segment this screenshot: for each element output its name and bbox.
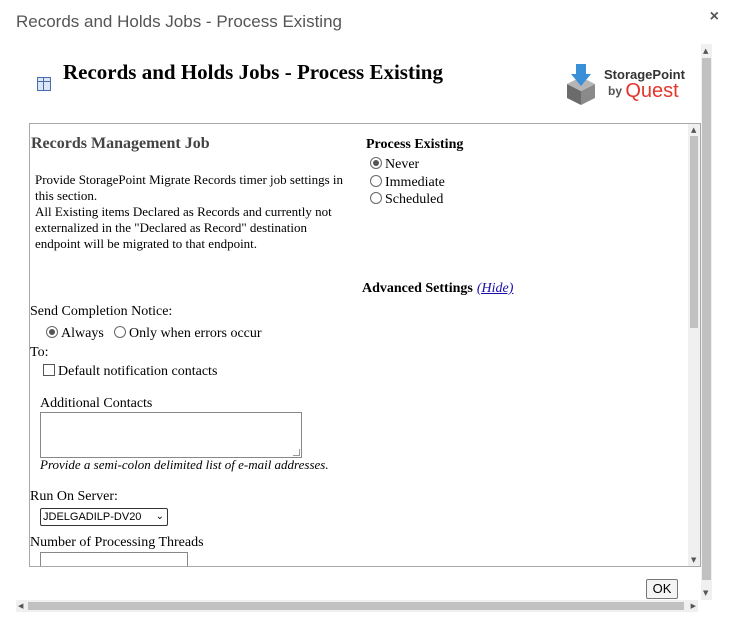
completion-notice-label: Send Completion Notice:: [30, 304, 173, 319]
radio-never[interactable]: [370, 157, 419, 173]
default-contacts-checkbox[interactable]: [43, 364, 55, 376]
advanced-hide-link[interactable]: (Hide): [476, 281, 514, 296]
threads-input[interactable]: [40, 552, 188, 567]
additional-contacts-input[interactable]: [40, 412, 302, 458]
radio-immediate-label: Immediate: [385, 175, 445, 190]
window-hscrollbar[interactable]: [16, 600, 698, 612]
radio-always[interactable]: [46, 326, 104, 342]
radio-never-label: Never: [385, 157, 420, 172]
window-scrollbar[interactable]: [701, 44, 712, 600]
server-select-value: JDELGADILP-DV20: [43, 511, 142, 523]
radio-always-label: Always: [61, 326, 104, 341]
process-existing-label: Process Existing: [366, 137, 464, 152]
settings-frame: [29, 123, 701, 567]
logo-by: by: [608, 84, 623, 98]
logo-quest: Quest: [625, 80, 679, 102]
window-hscrollbar-thumb[interactable]: [28, 602, 684, 610]
scroll-down-icon[interactable]: ▼: [703, 589, 709, 597]
storagepoint-logo: [564, 62, 692, 106]
radio-button[interactable]: [370, 192, 382, 204]
radio-button[interactable]: [46, 326, 58, 338]
radio-scheduled[interactable]: [370, 192, 443, 208]
radio-button[interactable]: [114, 326, 126, 338]
window-scrollbar-thumb[interactable]: [702, 58, 711, 580]
advanced-settings: [362, 279, 513, 297]
scroll-right-icon[interactable]: ▶: [690, 602, 696, 610]
dialog-title: Records and Holds Jobs - Process Existing: [16, 12, 342, 31]
page-icon: [37, 77, 51, 91]
radio-button[interactable]: [370, 175, 382, 187]
logo-box-icon: [564, 62, 598, 106]
radio-scheduled-label: Scheduled: [385, 192, 444, 207]
logo-byline: [608, 80, 679, 103]
radio-errors-only-label: Only when errors occur: [129, 326, 262, 341]
scroll-up-icon[interactable]: ▲: [691, 126, 697, 134]
logo-wordmark: StoragePoint: [604, 67, 685, 82]
job-description-1: Provide StoragePoint Migrate Records timer job settings in this section.: [35, 172, 343, 203]
radio-immediate[interactable]: [370, 175, 445, 191]
section-title: Records Management Job: [31, 135, 210, 152]
job-description-2: All Existing items Declared as Records and currently not externalized in the "Declared as Record" destination endpoint will be migrated to that endpoint.: [35, 204, 332, 251]
scroll-down-icon[interactable]: ▼: [691, 556, 697, 564]
radio-errors-only[interactable]: [114, 326, 262, 342]
to-label: To:: [30, 345, 49, 360]
inner-scrollbar-thumb[interactable]: [690, 136, 698, 328]
scroll-left-icon[interactable]: ◀: [18, 602, 24, 610]
scroll-up-icon[interactable]: ▲: [703, 47, 709, 55]
advanced-settings-label: Advanced Settings: [362, 281, 473, 296]
default-contacts[interactable]: [43, 364, 217, 380]
close-icon[interactable]: ×: [709, 8, 719, 25]
run-on-server-label: Run On Server:: [30, 489, 118, 504]
server-select[interactable]: [40, 508, 168, 526]
additional-contacts-label: Additional Contacts: [40, 396, 153, 411]
chevron-down-icon: ⌄: [155, 511, 164, 522]
threads-label: Number of Processing Threads: [30, 535, 204, 550]
inner-scrollbar[interactable]: [688, 124, 700, 566]
radio-button[interactable]: [370, 157, 382, 169]
contacts-hint: Provide a semi-colon delimited list of e-mail addresses.: [40, 457, 329, 472]
ok-button[interactable]: OK: [646, 579, 678, 599]
page-title: Records and Holds Jobs - Process Existing: [63, 60, 443, 84]
default-contacts-label: Default notification contacts: [58, 364, 218, 379]
